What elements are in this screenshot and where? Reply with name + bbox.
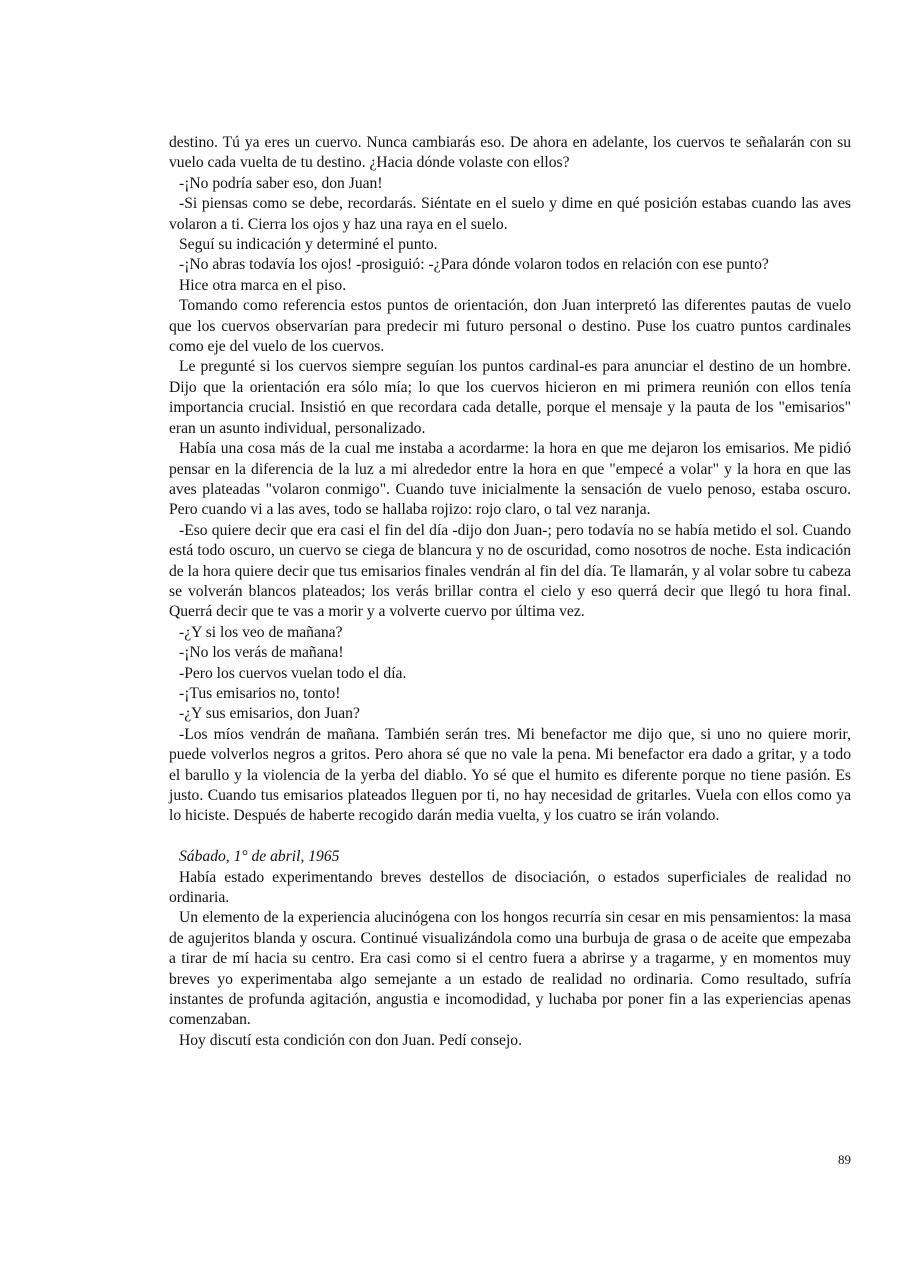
page-number: 89 <box>838 1152 851 1167</box>
paragraph: -Pero los cuervos vuelan todo el día. <box>179 664 407 682</box>
section-heading: Sábado, 1° de abril, 1965 <box>179 848 340 866</box>
paragraph: Le pregunté si los cuervos siempre seguían los puntos cardinal-es para anunciar el destino de un hombre. Dijo que la orientación era sólo mía; lo que los cuervos hicieron en mi primera reunión con ellos tenía importancia crucial. Insistió en que recordara cada detalle, porque el mensaje y la pauta de los "emisarios" eran un asunto individual, personalizado. <box>169 358 851 437</box>
paragraph: -Si piensas como se debe, recordarás. Siéntate en el suelo y dime en qué posición estabas cuando las aves volaron a ti. Cierra los ojos y haz una raya en el suelo. <box>169 195 851 233</box>
paragraph: Tomando como referencia estos puntos de orientación, don Juan interpretó las diferentes pautas de vuelo que los cuervos observarían para predecir mi futuro personal o destino. Puse los cuatro puntos cardinales como eje del vuelo de los cuervos. <box>169 297 851 356</box>
paragraph: -¿Y si los veo de mañana? <box>179 623 343 641</box>
paragraph: -¡No abras todavía los ojos! -prosiguió: -¿Para dónde volaron todos en relación con ese punto? <box>179 256 769 274</box>
paragraph: Había estado experimentando breves destellos de disociación, o estados superficiales de realidad no ordinaria. <box>169 868 851 907</box>
paragraph: Seguí su indicación y determiné el punto. <box>179 236 438 254</box>
paragraph: -¿Y sus emisarios, don Juan? <box>179 705 360 723</box>
paragraph: -¡Tus emisarios no, tonto! <box>179 684 341 702</box>
body-text <box>169 133 851 1051</box>
paragraph: Había una cosa más de la cual me instaba a acordarme: la hora en que me dejaron los emisarios. Me pidió pensar en la diferencia de la luz a mi alrededor entre la hora en que "empecé a volar" y la hora en que las aves plateadas "volaron conmigo". Cuando tuve inicialmente la sensación de vuelo penoso, estaba oscuro. Pero cuando vi a las aves, todo se hallaba rojizo: rojo claro, o tal vez naranja. <box>169 440 851 519</box>
paragraph: Hoy discutí esta condición con don Juan. Pedí consejo. <box>179 1031 523 1049</box>
paragraph: -Eso quiere decir que era casi el fin del día -dijo don Juan-; pero todavía no se había metido el sol. Cuando está todo oscuro, un cuervo se ciega de blancura y no de oscuridad, como nosotros de noche. Esta indicación de la hora quiere decir que tus emisarios finales vendrán al fin del día. Te llamarán, y al volar sobre tu cabeza se volverán blancos plateados; los verás brillar contra el cielo y eso querrá decir que llegó tu hora final. Querrá decir que te vas a morir y a volverte cuervo por última vez. <box>169 521 851 621</box>
paragraph: -¡No podría saber eso, don Juan! <box>179 174 383 192</box>
paragraph: Hice otra marca en el piso. <box>179 276 347 294</box>
paragraph: Un elemento de la experiencia alucinógena con los hongos recurría sin cesar en mis pensamientos: la masa de agujeritos blanda y oscura. Continué visualizándola como una burbuja de grasa o de aceite que empezaba a tirar de mí hacia su centro. Era casi como si el centro fuera a abrirse y a tragarme, y en momentos muy breves yo experimentaba algo semejante a un estado de realidad no ordinaria. Como resultado, sufría instantes de profunda agitación, angustia e incomodidad, y luchaba por poner fin a las experiencias apenas comenzaban. <box>169 909 851 1029</box>
paragraph: destino. Tú ya eres un cuervo. Nunca cambiarás eso. De ahora en adelante, los cuervos te señalarán con su vuelo cada vuelta de tu destino. ¿Hacia dónde volaste con ellos? <box>169 134 851 172</box>
paragraph: -¡No los verás de mañana! <box>179 644 344 662</box>
paragraph: -Los míos vendrán de mañana. También serán tres. Mi benefactor me dijo que, si uno no quiere morir, puede volverlos negros a gritos. Pero ahora sé que no vale la pena. Mi benefactor era dado a gritar, y a todo el barullo y la violencia de la yerba del diablo. Yo sé que el humito es diferente porque no tiene pasión. Es justo. Cuando tus emisarios plateados lleguen por ti, no hay necesidad de gritarles. Vuela con ellos como ya lo hiciste. Después de haberte recogido darán media vuelta, y los cuatro se irán volando. <box>169 725 851 825</box>
